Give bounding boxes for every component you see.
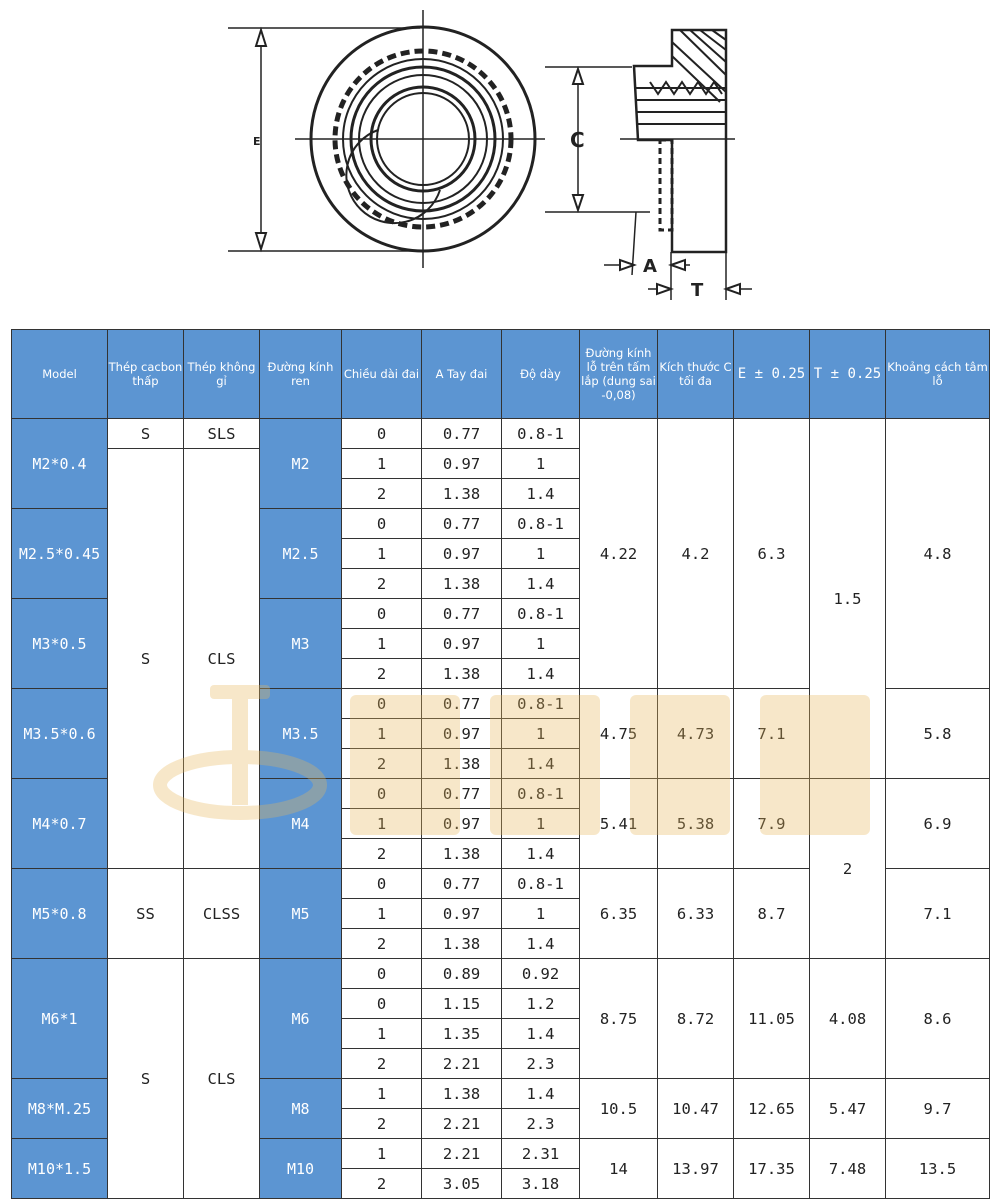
shank-cell: 1 (342, 629, 422, 659)
spacing-cell: 6.9 (886, 779, 990, 869)
header-e: E ± 0.25 (734, 330, 810, 419)
thread-cell: M2 (260, 419, 342, 509)
model-cell: M8*M.25 (12, 1079, 108, 1139)
shank-cell: 1 (342, 539, 422, 569)
header-shank-code: Chiều dài đai (342, 330, 422, 419)
thickness-cell: 1.4 (502, 1019, 580, 1049)
shank-cell: 0 (342, 869, 422, 899)
thickness-cell: 1 (502, 719, 580, 749)
thickness-cell: 0.8-1 (502, 599, 580, 629)
front-view (228, 10, 545, 268)
a-cell: 1.38 (422, 1079, 502, 1109)
thickness-cell: 0.8-1 (502, 869, 580, 899)
hole-cell: 4.22 (580, 419, 658, 689)
c-cell: 10.47 (658, 1079, 734, 1139)
a-cell: 0.77 (422, 779, 502, 809)
thickness-cell: 1.2 (502, 989, 580, 1019)
carbon-cell: S (108, 449, 184, 869)
header-center-spacing: Khoảng cách tâm lỗ (886, 330, 990, 419)
a-cell: 0.97 (422, 629, 502, 659)
header-model: Model (12, 330, 108, 419)
header-a: A Tay đai (422, 330, 502, 419)
thickness-cell: 1.4 (502, 569, 580, 599)
a-cell: 0.97 (422, 539, 502, 569)
carbon-cell: S (108, 419, 184, 449)
a-cell: 1.38 (422, 569, 502, 599)
a-cell: 0.77 (422, 509, 502, 539)
spacing-cell: 4.8 (886, 419, 990, 689)
thickness-cell: 1 (502, 449, 580, 479)
table-row (12, 959, 990, 989)
hole-cell: 5.41 (580, 779, 658, 869)
a-cell: 0.97 (422, 719, 502, 749)
c-cell: 4.2 (658, 419, 734, 689)
thickness-cell: 2.3 (502, 1109, 580, 1139)
thread-cell: M2.5 (260, 509, 342, 599)
thickness-cell: 1 (502, 629, 580, 659)
nut-technical-drawing (0, 0, 1000, 320)
thread-cell: M3.5 (260, 689, 342, 779)
a-cell: 0.77 (422, 869, 502, 899)
t-cell: 2 (810, 779, 886, 959)
shank-cell: 0 (342, 599, 422, 629)
shank-cell: 2 (342, 749, 422, 779)
shank-cell: 1 (342, 449, 422, 479)
c-cell: 6.33 (658, 869, 734, 959)
a-cell: 2.21 (422, 1139, 502, 1169)
a-cell: 2.21 (422, 1109, 502, 1139)
a-cell: 1.38 (422, 839, 502, 869)
shank-cell: 2 (342, 659, 422, 689)
spec-table (11, 329, 990, 1199)
thread-cell: M10 (260, 1139, 342, 1199)
hole-cell: 4.75 (580, 689, 658, 779)
thickness-cell: 1 (502, 809, 580, 839)
shank-cell: 1 (342, 719, 422, 749)
label-e: E (253, 135, 261, 148)
shank-cell: 2 (342, 1109, 422, 1139)
model-cell: M10*1.5 (12, 1139, 108, 1199)
a-cell: 1.35 (422, 1019, 502, 1049)
stainless-cell: CLS (184, 449, 260, 869)
spacing-cell: 13.5 (886, 1139, 990, 1199)
shank-cell: 1 (342, 899, 422, 929)
carbon-cell: S (108, 959, 184, 1199)
e-cell: 8.7 (734, 869, 810, 959)
thread-cell: M3 (260, 599, 342, 689)
shank-cell: 2 (342, 479, 422, 509)
a-cell: 1.38 (422, 929, 502, 959)
model-cell: M4*0.7 (12, 779, 108, 869)
hole-cell: 6.35 (580, 869, 658, 959)
header-carbon-steel: Thép cacbon thấp (108, 330, 184, 419)
model-cell: M5*0.8 (12, 869, 108, 959)
thickness-cell: 1.4 (502, 839, 580, 869)
a-cell: 1.38 (422, 749, 502, 779)
c-cell: 8.72 (658, 959, 734, 1079)
e-cell: 7.9 (734, 779, 810, 869)
spacing-cell: 9.7 (886, 1079, 990, 1139)
a-cell: 1.38 (422, 659, 502, 689)
header-thickness: Độ dày (502, 330, 580, 419)
label-c: C (570, 128, 585, 152)
thread-cell: M6 (260, 959, 342, 1079)
header-t: T ± 0.25 (810, 330, 886, 419)
c-cell: 13.97 (658, 1139, 734, 1199)
carbon-cell: SS (108, 869, 184, 959)
e-cell: 7.1 (734, 689, 810, 779)
stainless-cell: SLS (184, 419, 260, 449)
model-cell: M6*1 (12, 959, 108, 1079)
a-cell: 0.89 (422, 959, 502, 989)
table-row (12, 419, 990, 449)
t-cell: 7.48 (810, 1139, 886, 1199)
shank-cell: 0 (342, 959, 422, 989)
a-cell: 2.21 (422, 1049, 502, 1079)
thickness-cell: 1.4 (502, 929, 580, 959)
a-cell: 0.97 (422, 899, 502, 929)
t-cell: 5.47 (810, 1079, 886, 1139)
a-cell: 3.05 (422, 1169, 502, 1199)
shank-cell: 0 (342, 509, 422, 539)
label-t: T (691, 280, 704, 301)
thickness-cell: 2.3 (502, 1049, 580, 1079)
thickness-cell: 1 (502, 539, 580, 569)
thickness-cell: 0.92 (502, 959, 580, 989)
shank-cell: 2 (342, 569, 422, 599)
thickness-cell: 0.8-1 (502, 779, 580, 809)
shank-cell: 0 (342, 689, 422, 719)
e-cell: 17.35 (734, 1139, 810, 1199)
thickness-cell: 0.8-1 (502, 689, 580, 719)
thickness-cell: 3.18 (502, 1169, 580, 1199)
shank-cell: 2 (342, 929, 422, 959)
model-cell: M3.5*0.6 (12, 689, 108, 779)
a-cell: 0.97 (422, 449, 502, 479)
a-cell: 0.77 (422, 419, 502, 449)
shank-cell: 1 (342, 1079, 422, 1109)
model-cell: M2.5*0.45 (12, 509, 108, 599)
thickness-cell: 1.4 (502, 1079, 580, 1109)
e-cell: 6.3 (734, 419, 810, 689)
a-cell: 1.38 (422, 479, 502, 509)
hole-cell: 8.75 (580, 959, 658, 1079)
thickness-cell: 1.4 (502, 479, 580, 509)
thickness-cell: 0.8-1 (502, 509, 580, 539)
a-cell: 0.97 (422, 809, 502, 839)
thickness-cell: 1.4 (502, 749, 580, 779)
thickness-cell: 1.4 (502, 659, 580, 689)
hole-cell: 10.5 (580, 1079, 658, 1139)
model-cell: M3*0.5 (12, 599, 108, 689)
thread-cell: M4 (260, 779, 342, 869)
shank-cell: 1 (342, 1019, 422, 1049)
header-stainless-steel: Thép không gỉ (184, 330, 260, 419)
shank-cell: 0 (342, 779, 422, 809)
spacing-cell: 8.6 (886, 959, 990, 1079)
t-cell: 4.08 (810, 959, 886, 1079)
header-row (12, 330, 990, 419)
stainless-cell: CLSS (184, 869, 260, 959)
e-cell: 12.65 (734, 1079, 810, 1139)
thickness-cell: 0.8-1 (502, 419, 580, 449)
shank-cell: 0 (342, 419, 422, 449)
label-a: A (643, 256, 657, 277)
thread-cell: M5 (260, 869, 342, 959)
hole-cell: 14 (580, 1139, 658, 1199)
shank-cell: 2 (342, 1169, 422, 1199)
thickness-cell: 2.31 (502, 1139, 580, 1169)
header-hole-diameter: Đường kính lỗ trên tấm lắp (dung sai -0,08) (580, 330, 658, 419)
thickness-cell: 1 (502, 899, 580, 929)
shank-cell: 2 (342, 1049, 422, 1079)
c-cell: 4.73 (658, 689, 734, 779)
shank-cell: 0 (342, 989, 422, 1019)
a-cell: 1.15 (422, 989, 502, 1019)
shank-cell: 2 (342, 839, 422, 869)
model-cell: M2*0.4 (12, 419, 108, 509)
stainless-cell: CLS (184, 959, 260, 1199)
spacing-cell: 5.8 (886, 689, 990, 779)
a-cell: 0.77 (422, 689, 502, 719)
shank-cell: 1 (342, 809, 422, 839)
e-cell: 11.05 (734, 959, 810, 1079)
spacing-cell: 7.1 (886, 869, 990, 959)
shank-cell: 1 (342, 1139, 422, 1169)
header-c-max: Kích thước C tối đa (658, 330, 734, 419)
a-cell: 0.77 (422, 599, 502, 629)
thread-cell: M8 (260, 1079, 342, 1139)
t-cell: 1.5 (810, 419, 886, 779)
c-cell: 5.38 (658, 779, 734, 869)
header-thread-diameter: Đường kính ren (260, 330, 342, 419)
